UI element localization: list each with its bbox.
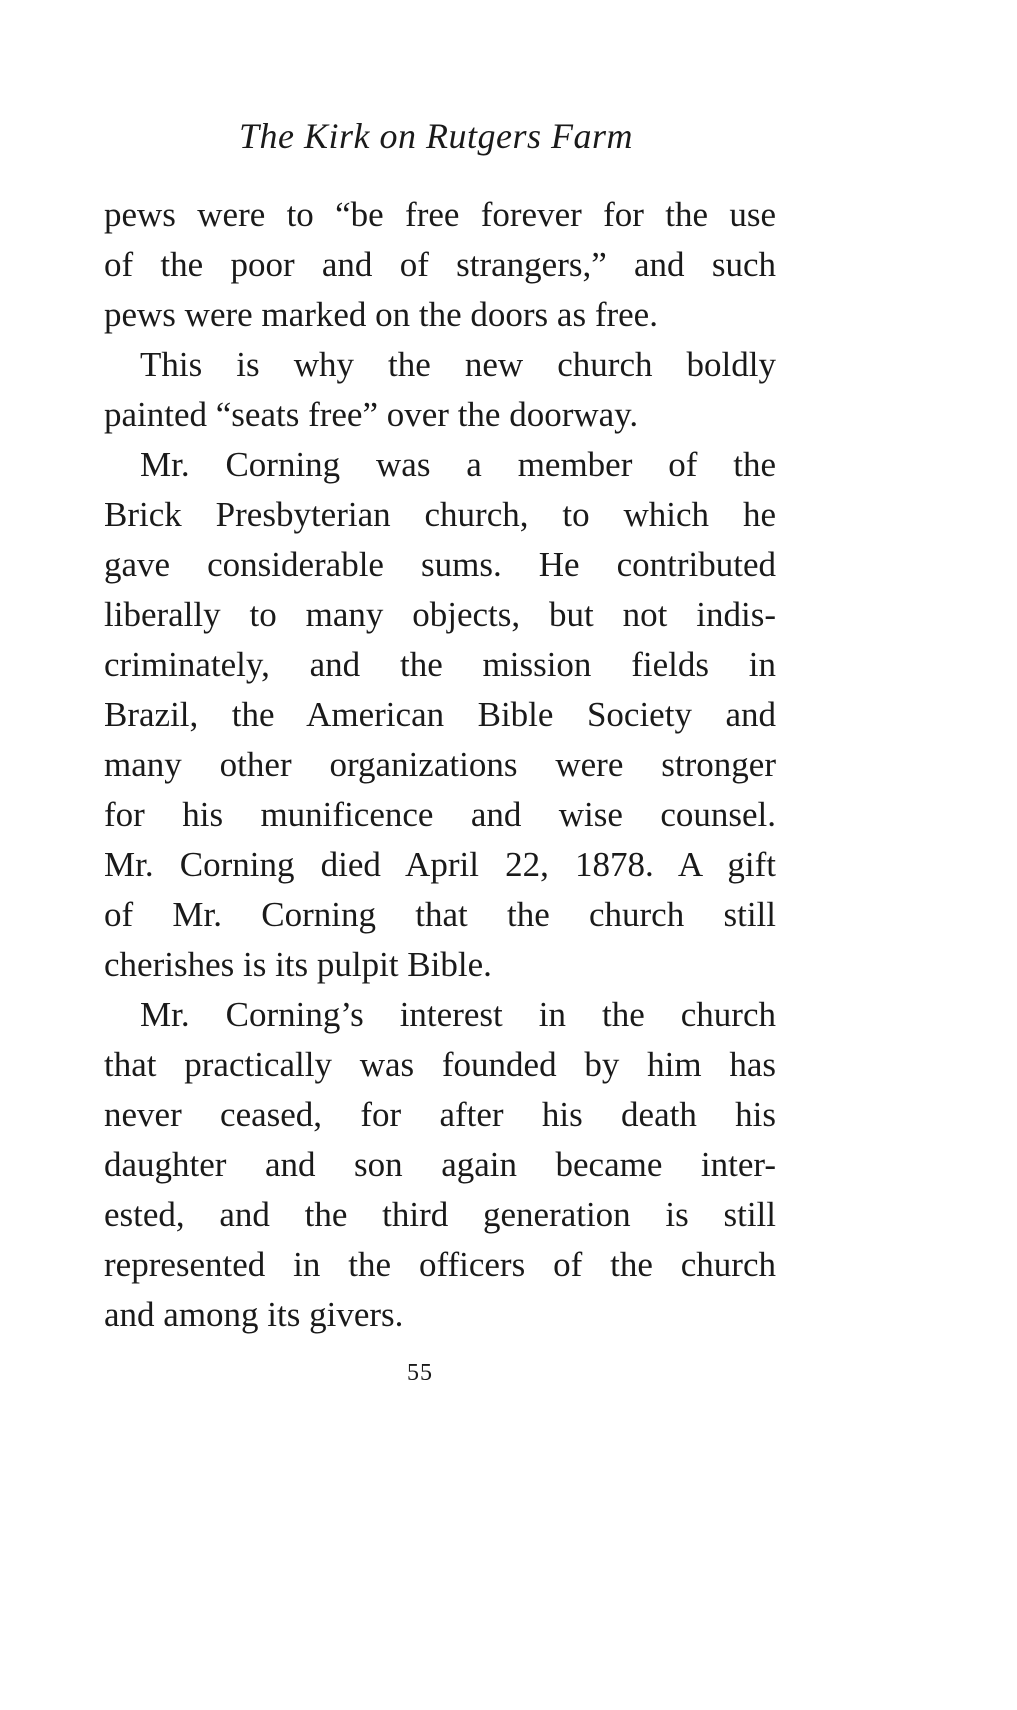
paragraph-3 xyxy=(104,440,776,990)
text-line: criminately, and the mission fields in xyxy=(104,645,776,684)
running-title: The Kirk on Rutgers Farm xyxy=(239,116,633,156)
text-line: never ceased, for after his death his xyxy=(104,1095,776,1134)
body-text xyxy=(104,190,776,1340)
paragraph-2 xyxy=(104,340,776,440)
text-line: Brick Presbyterian church, to which he xyxy=(104,495,776,534)
text-line: ested, and the third generation is still xyxy=(104,1195,776,1234)
text-line: gave considerable sums. He contributed xyxy=(104,545,776,584)
text-line: daughter and son again became inter- xyxy=(104,1145,776,1184)
text-line: Mr. Corning was a member of the xyxy=(140,445,776,484)
paragraph-1 xyxy=(104,190,776,340)
text-line: painted “seats free” over the doorway. xyxy=(104,395,639,434)
text-line: This is why the new church boldly xyxy=(140,345,776,384)
text-line: cherishes is its pulpit Bible. xyxy=(104,945,492,984)
text-line: Mr. Corning died April 22, 1878. A gift xyxy=(104,845,776,884)
text-line: and among its givers. xyxy=(104,1295,404,1334)
text-line: represented in the officers of the church xyxy=(104,1245,776,1284)
text-line: Mr. Corning’s interest in the church xyxy=(140,995,776,1034)
text-line: pews were to “be free forever for the use xyxy=(104,195,776,234)
text-line: Brazil, the American Bible Society and xyxy=(104,695,776,734)
text-line: for his munificence and wise counsel. xyxy=(104,795,776,834)
paragraph-4 xyxy=(104,990,776,1340)
text-line: that practically was founded by him has xyxy=(104,1045,776,1084)
page-number: 55 xyxy=(407,1360,433,1386)
text-line: pews were marked on the doors as free. xyxy=(104,295,658,334)
text-line: of the poor and of strangers,” and such xyxy=(104,245,776,284)
text-line: of Mr. Corning that the church still xyxy=(104,895,776,934)
text-line: liberally to many objects, but not indis- xyxy=(104,595,776,634)
text-line: many other organizations were stronger xyxy=(104,745,776,784)
